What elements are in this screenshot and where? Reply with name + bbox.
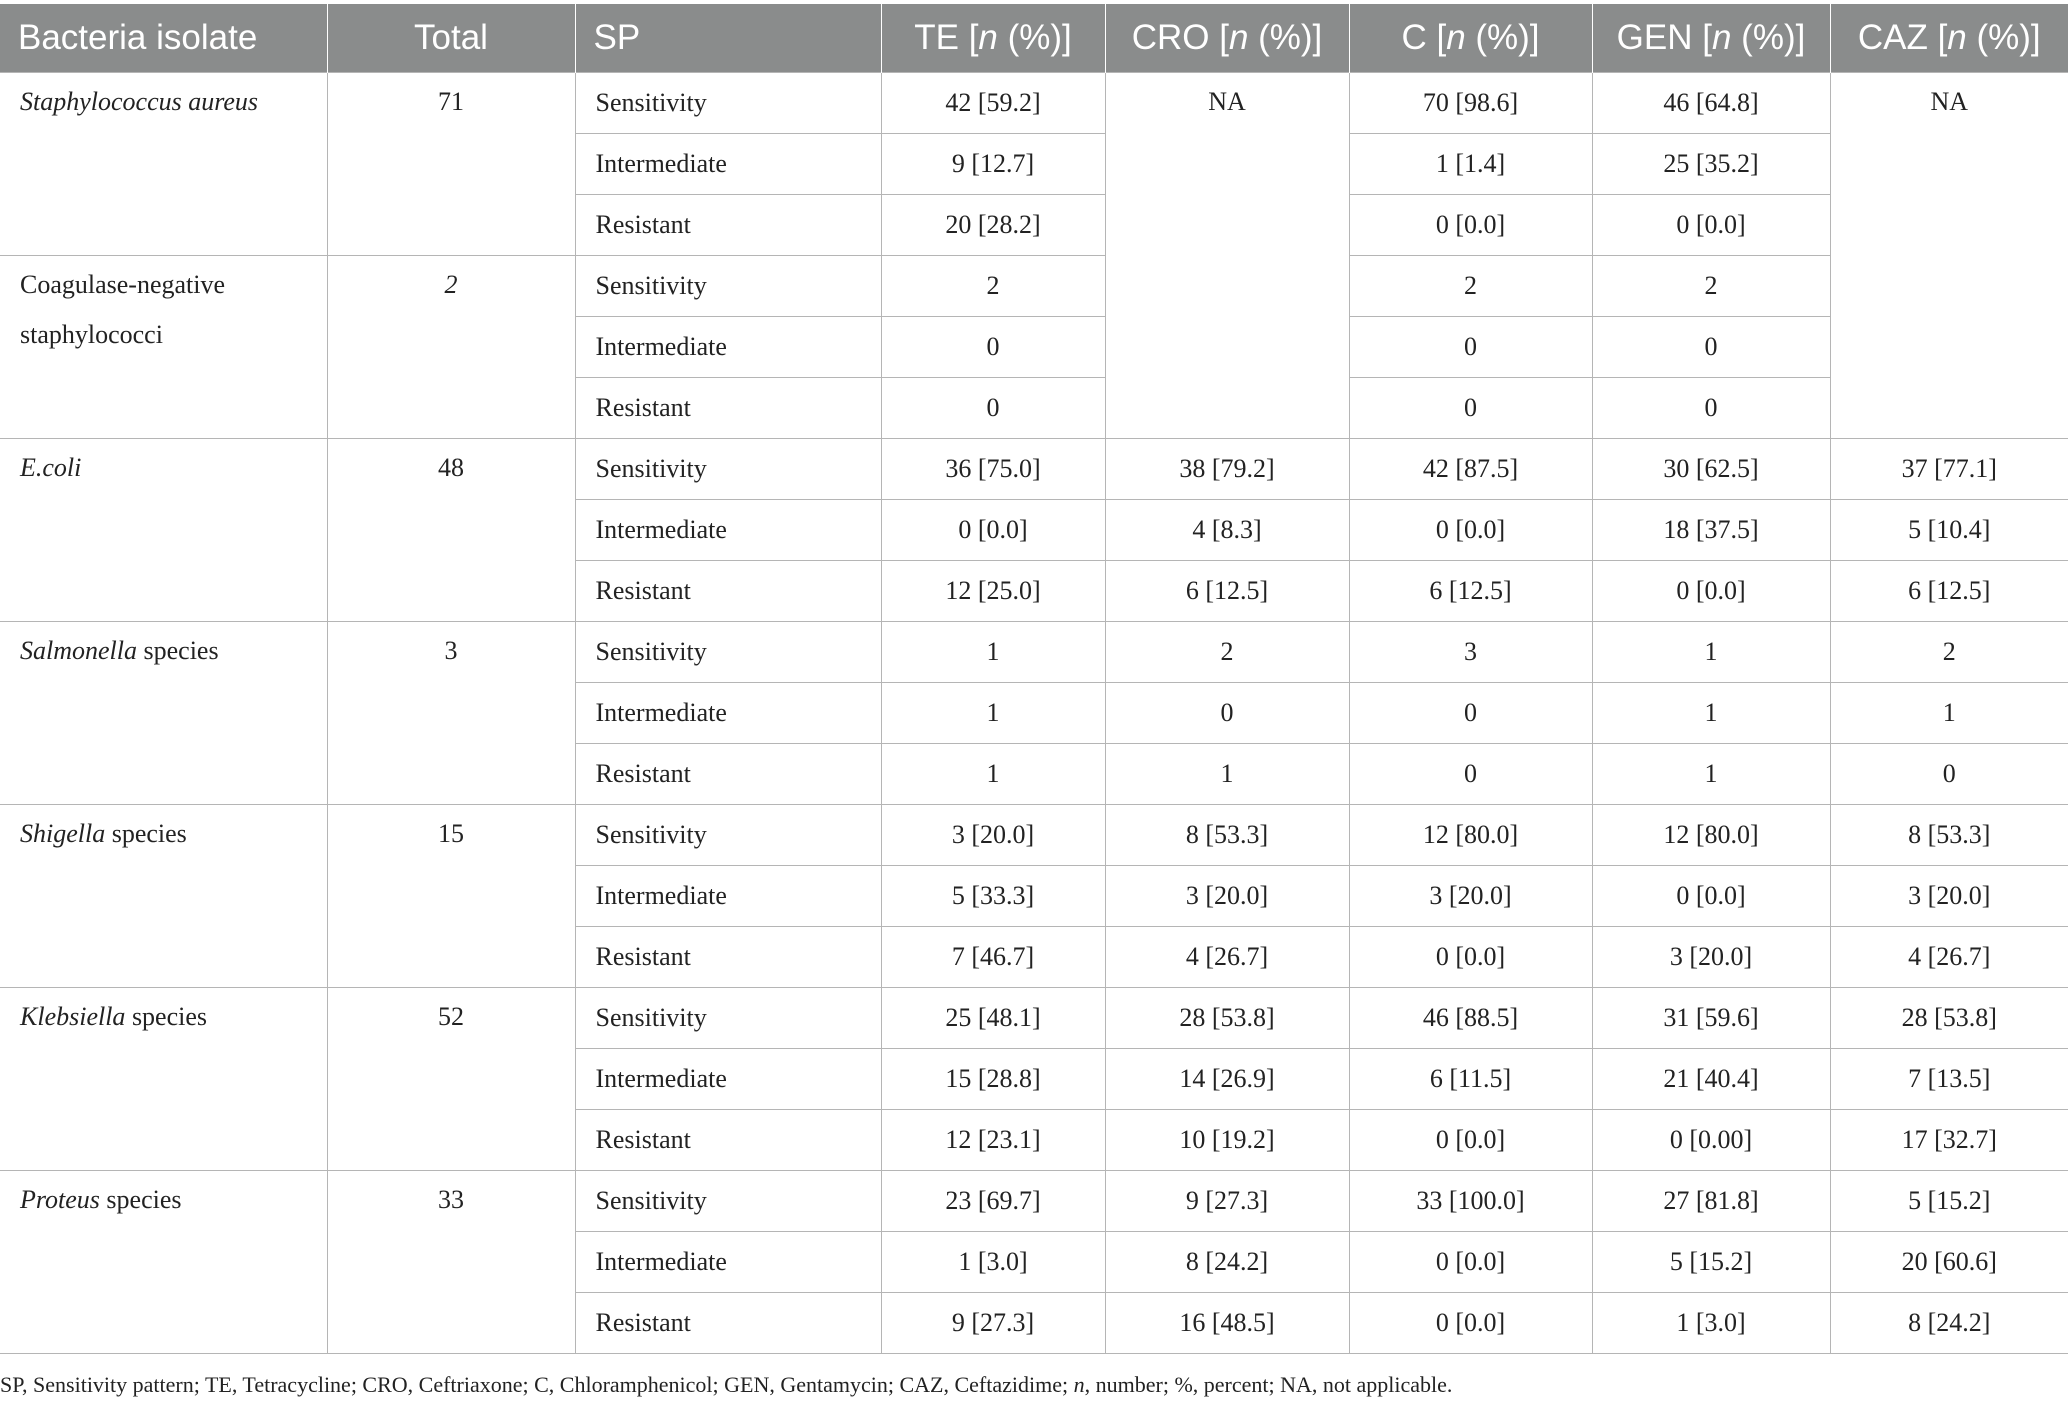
caz-cell: 5 [15.2]: [1830, 1171, 2068, 1232]
c-cell: 0: [1349, 317, 1592, 378]
c-cell: 3: [1349, 622, 1592, 683]
te-cell: 9 [12.7]: [881, 134, 1105, 195]
cro-cell: 14 [26.9]: [1105, 1049, 1349, 1110]
pattern-cell: Resistant: [575, 195, 881, 256]
table-row: [0, 622, 2068, 683]
table-row: [0, 73, 2068, 134]
pattern-cell: Resistant: [575, 744, 881, 805]
caz-cell: NA: [1830, 73, 2068, 439]
gen-cell: 46 [64.8]: [1592, 73, 1830, 134]
cro-cell: 16 [48.5]: [1105, 1293, 1349, 1354]
cro-cell: 9 [27.3]: [1105, 1171, 1349, 1232]
susceptibility-table: [0, 4, 2068, 1354]
cro-cell: 4 [26.7]: [1105, 927, 1349, 988]
isolate-cell: Staphylococcus aureus: [0, 73, 327, 256]
c-cell: 33 [100.0]: [1349, 1171, 1592, 1232]
pattern-cell: Intermediate: [575, 683, 881, 744]
c-cell: 6 [11.5]: [1349, 1049, 1592, 1110]
gen-cell: 1 [3.0]: [1592, 1293, 1830, 1354]
caz-cell: 4 [26.7]: [1830, 927, 2068, 988]
c-cell: 0 [0.0]: [1349, 927, 1592, 988]
gen-cell: 2: [1592, 256, 1830, 317]
te-cell: 25 [48.1]: [881, 988, 1105, 1049]
caz-cell: 20 [60.6]: [1830, 1232, 2068, 1293]
header-sp: SP: [575, 4, 881, 73]
cro-cell: 38 [79.2]: [1105, 439, 1349, 500]
gen-cell: 21 [40.4]: [1592, 1049, 1830, 1110]
pattern-cell: Sensitivity: [575, 439, 881, 500]
caz-cell: 6 [12.5]: [1830, 561, 2068, 622]
te-cell: 0: [881, 378, 1105, 439]
caz-cell: 8 [24.2]: [1830, 1293, 2068, 1354]
c-cell: 46 [88.5]: [1349, 988, 1592, 1049]
pattern-cell: Sensitivity: [575, 622, 881, 683]
isolate-cell: Coagulase-negative staphylococci: [0, 256, 327, 439]
c-cell: 3 [20.0]: [1349, 866, 1592, 927]
pattern-cell: Resistant: [575, 1110, 881, 1171]
total-cell: 52: [327, 988, 575, 1171]
caz-cell: 7 [13.5]: [1830, 1049, 2068, 1110]
gen-cell: 0 [0.0]: [1592, 866, 1830, 927]
pattern-cell: Intermediate: [575, 1049, 881, 1110]
gen-cell: 5 [15.2]: [1592, 1232, 1830, 1293]
gen-cell: 18 [37.5]: [1592, 500, 1830, 561]
table-footnote: SP, Sensitivity pattern; TE, Tetracycline; CRO, Ceftriaxone; C, Chloramphenicol; GEN, Gentamycin; CAZ, Ceftazidime; n, number; %, percent; NA, not applicable.: [0, 1372, 1453, 1397]
c-cell: 0 [0.0]: [1349, 1293, 1592, 1354]
pattern-cell: Intermediate: [575, 1232, 881, 1293]
c-cell: 0: [1349, 378, 1592, 439]
isolate-cell: E.coli: [0, 439, 327, 622]
te-cell: 1: [881, 683, 1105, 744]
caz-cell: 8 [53.3]: [1830, 805, 2068, 866]
header-gen: GEN [n (%)]: [1592, 4, 1830, 73]
c-cell: 0: [1349, 683, 1592, 744]
c-cell: 6 [12.5]: [1349, 561, 1592, 622]
total-cell: 3: [327, 622, 575, 805]
gen-cell: 0 [0.0]: [1592, 561, 1830, 622]
gen-cell: 1: [1592, 622, 1830, 683]
pattern-cell: Resistant: [575, 378, 881, 439]
te-cell: 7 [46.7]: [881, 927, 1105, 988]
cro-cell: 6 [12.5]: [1105, 561, 1349, 622]
te-cell: 2: [881, 256, 1105, 317]
header-cro: CRO [n (%)]: [1105, 4, 1349, 73]
cro-cell: 0: [1105, 683, 1349, 744]
total-cell: 15: [327, 805, 575, 988]
cro-cell: 1: [1105, 744, 1349, 805]
table-row: [0, 1171, 2068, 1232]
pattern-cell: Resistant: [575, 561, 881, 622]
cro-cell: 2: [1105, 622, 1349, 683]
pattern-cell: Resistant: [575, 1293, 881, 1354]
pattern-cell: Intermediate: [575, 317, 881, 378]
caz-cell: 37 [77.1]: [1830, 439, 2068, 500]
te-cell: 42 [59.2]: [881, 73, 1105, 134]
te-cell: 3 [20.0]: [881, 805, 1105, 866]
total-cell: 48: [327, 439, 575, 622]
c-cell: 0 [0.0]: [1349, 1232, 1592, 1293]
cro-cell: 3 [20.0]: [1105, 866, 1349, 927]
caz-cell: 5 [10.4]: [1830, 500, 2068, 561]
c-cell: 0 [0.0]: [1349, 1110, 1592, 1171]
c-cell: 1 [1.4]: [1349, 134, 1592, 195]
c-cell: 12 [80.0]: [1349, 805, 1592, 866]
total-cell: 33: [327, 1171, 575, 1354]
gen-cell: 0 [0.0]: [1592, 195, 1830, 256]
table-row: [0, 256, 2068, 317]
gen-cell: 30 [62.5]: [1592, 439, 1830, 500]
te-cell: 20 [28.2]: [881, 195, 1105, 256]
header-bacteria-isolate: Bacteria isolate: [0, 4, 327, 73]
cro-cell: 8 [53.3]: [1105, 805, 1349, 866]
pattern-cell: Intermediate: [575, 866, 881, 927]
c-cell: 2: [1349, 256, 1592, 317]
header-c: C [n (%)]: [1349, 4, 1592, 73]
c-cell: 42 [87.5]: [1349, 439, 1592, 500]
te-cell: 0: [881, 317, 1105, 378]
caz-cell: 2: [1830, 622, 2068, 683]
total-cell: 2: [327, 256, 575, 439]
pattern-cell: Intermediate: [575, 500, 881, 561]
table-row: [0, 988, 2068, 1049]
pattern-cell: Resistant: [575, 927, 881, 988]
gen-cell: 0: [1592, 378, 1830, 439]
gen-cell: 12 [80.0]: [1592, 805, 1830, 866]
te-cell: 36 [75.0]: [881, 439, 1105, 500]
te-cell: 1 [3.0]: [881, 1232, 1105, 1293]
header-te: TE [n (%)]: [881, 4, 1105, 73]
te-cell: 1: [881, 744, 1105, 805]
total-cell: 71: [327, 73, 575, 256]
pattern-cell: Intermediate: [575, 134, 881, 195]
pattern-cell: Sensitivity: [575, 805, 881, 866]
te-cell: 12 [23.1]: [881, 1110, 1105, 1171]
pattern-cell: Sensitivity: [575, 988, 881, 1049]
caz-cell: 17 [32.7]: [1830, 1110, 2068, 1171]
gen-cell: 3 [20.0]: [1592, 927, 1830, 988]
caz-cell: 1: [1830, 683, 2068, 744]
cro-cell: 28 [53.8]: [1105, 988, 1349, 1049]
gen-cell: 0: [1592, 317, 1830, 378]
caz-cell: 28 [53.8]: [1830, 988, 2068, 1049]
pattern-cell: Sensitivity: [575, 256, 881, 317]
header-total: Total: [327, 4, 575, 73]
header-row: [0, 4, 2068, 73]
gen-cell: 0 [0.00]: [1592, 1110, 1830, 1171]
te-cell: 0 [0.0]: [881, 500, 1105, 561]
c-cell: 0 [0.0]: [1349, 195, 1592, 256]
header-caz: CAZ [n (%)]: [1830, 4, 2068, 73]
table-row: [0, 439, 2068, 500]
cro-cell: 10 [19.2]: [1105, 1110, 1349, 1171]
caz-cell: 0: [1830, 744, 2068, 805]
te-cell: 9 [27.3]: [881, 1293, 1105, 1354]
te-cell: 1: [881, 622, 1105, 683]
caz-cell: 3 [20.0]: [1830, 866, 2068, 927]
gen-cell: 31 [59.6]: [1592, 988, 1830, 1049]
cro-cell: NA: [1105, 73, 1349, 439]
cro-cell: 8 [24.2]: [1105, 1232, 1349, 1293]
c-cell: 0: [1349, 744, 1592, 805]
te-cell: 12 [25.0]: [881, 561, 1105, 622]
gen-cell: 1: [1592, 744, 1830, 805]
isolate-cell: Proteus species: [0, 1171, 327, 1354]
isolate-cell: Shigella species: [0, 805, 327, 988]
isolate-cell: Klebsiella species: [0, 988, 327, 1171]
gen-cell: 27 [81.8]: [1592, 1171, 1830, 1232]
te-cell: 15 [28.8]: [881, 1049, 1105, 1110]
te-cell: 23 [69.7]: [881, 1171, 1105, 1232]
cro-cell: 4 [8.3]: [1105, 500, 1349, 561]
pattern-cell: Sensitivity: [575, 1171, 881, 1232]
gen-cell: 25 [35.2]: [1592, 134, 1830, 195]
table-row: [0, 805, 2068, 866]
isolate-cell: Salmonella species: [0, 622, 327, 805]
te-cell: 5 [33.3]: [881, 866, 1105, 927]
c-cell: 70 [98.6]: [1349, 73, 1592, 134]
c-cell: 0 [0.0]: [1349, 500, 1592, 561]
pattern-cell: Sensitivity: [575, 73, 881, 134]
gen-cell: 1: [1592, 683, 1830, 744]
